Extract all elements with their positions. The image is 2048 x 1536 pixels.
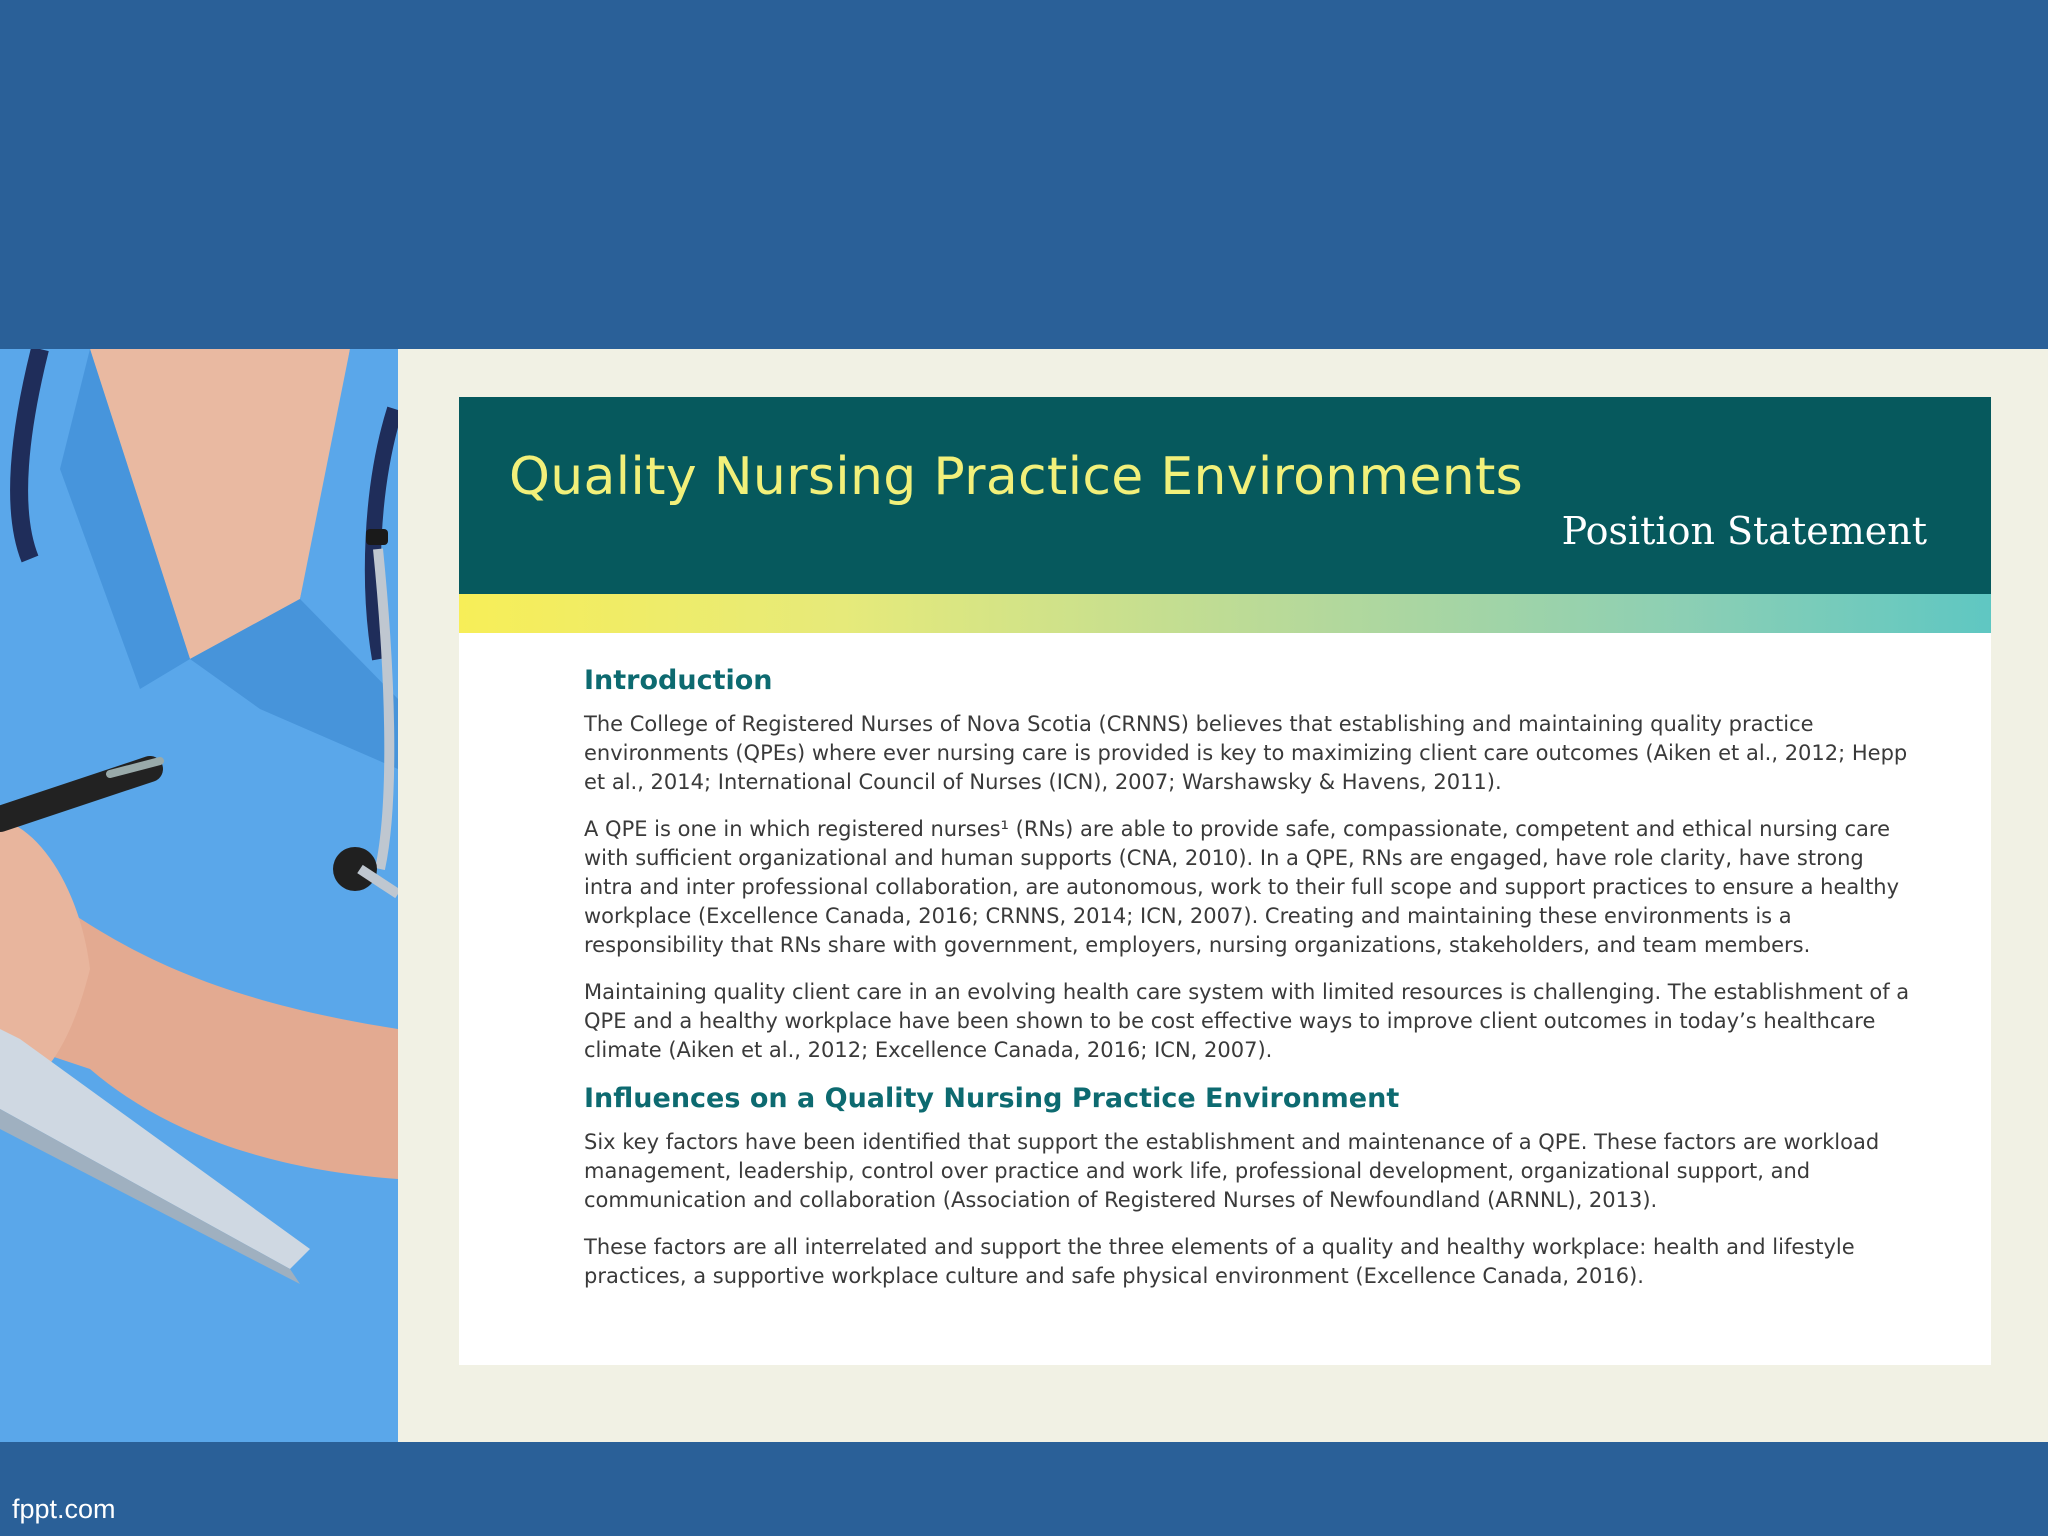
slide-top-band [0,0,2048,349]
nurse-illustration-icon [0,349,398,1442]
paragraph: Six key factors have been identified that support the establishment and maintenance of a QPE. These factors are workload management, leadership, control over practice and work life, professional development, organizational support, and communication and collaboration (Association of Registered Nurses of Newfoundland (ARNNL), 2013). [584,1130,1880,1212]
paragraph: These factors are all interrelated and support the three elements of a quality and healthy workplace: health and lifestyle practices, a supportive workplace culture and safe physical environment (Excellence Canada, 2016). [584,1235,1855,1288]
document-subtitle: Position Statement [1561,509,1927,553]
paragraph: A QPE is one in which registered nurses¹ (RNs) are able to provide safe, compassionate, competent and ethical nursing care with sufficient organizational and human supports (CNA, 2010). In a QPE, RNs are engaged, have role clarity, have strong intra and inter professional collaboration, are autonomous, work to their full scope and support practices to ensure a healthy workplace (Excellence Canada, 2016; CRNNS, 2014; ICN, 2007). Creating and maintaining these environments is a responsibility that RNs share with government, employers, nursing organizations, stakeholders, and team members. [584,817,1900,957]
document-title: Quality Nursing Practice Environments [509,447,1524,507]
position-statement-document [459,397,1991,1365]
paragraph: The College of Registered Nurses of Nova Scotia (CRNNS) believes that establishing and maintaining quality practice environments (QPEs) where ever nursing care is provided is key to maximizing client care outcomes (Aiken et al., 2012; Hepp et al., 2014; International Council of Nurses (ICN), 2007; Warshawsky & Havens, 2011). [584,712,1908,794]
slide-content-area [0,349,2048,1442]
nurse-photo [0,349,398,1442]
slide-bottom-band [0,1442,2048,1536]
header-gradient-bar [459,594,1991,633]
document-body [584,665,1914,1309]
section-heading-influences: Influences on a Quality Nursing Practice Environment [584,1083,1400,1114]
section-heading-introduction: Introduction [584,665,773,696]
document-header [459,397,1991,594]
paragraph: Maintaining quality client care in an evolving health care system with limited resources is challenging. The establishment of a QPE and a healthy workplace have been shown to be cost effective ways to improve client outcomes in today’s healthcare climate (Aiken et al., 2012; Excellence Canada, 2016; ICN, 2007). [584,980,1910,1062]
footer-brand: fppt.com [12,1494,116,1524]
